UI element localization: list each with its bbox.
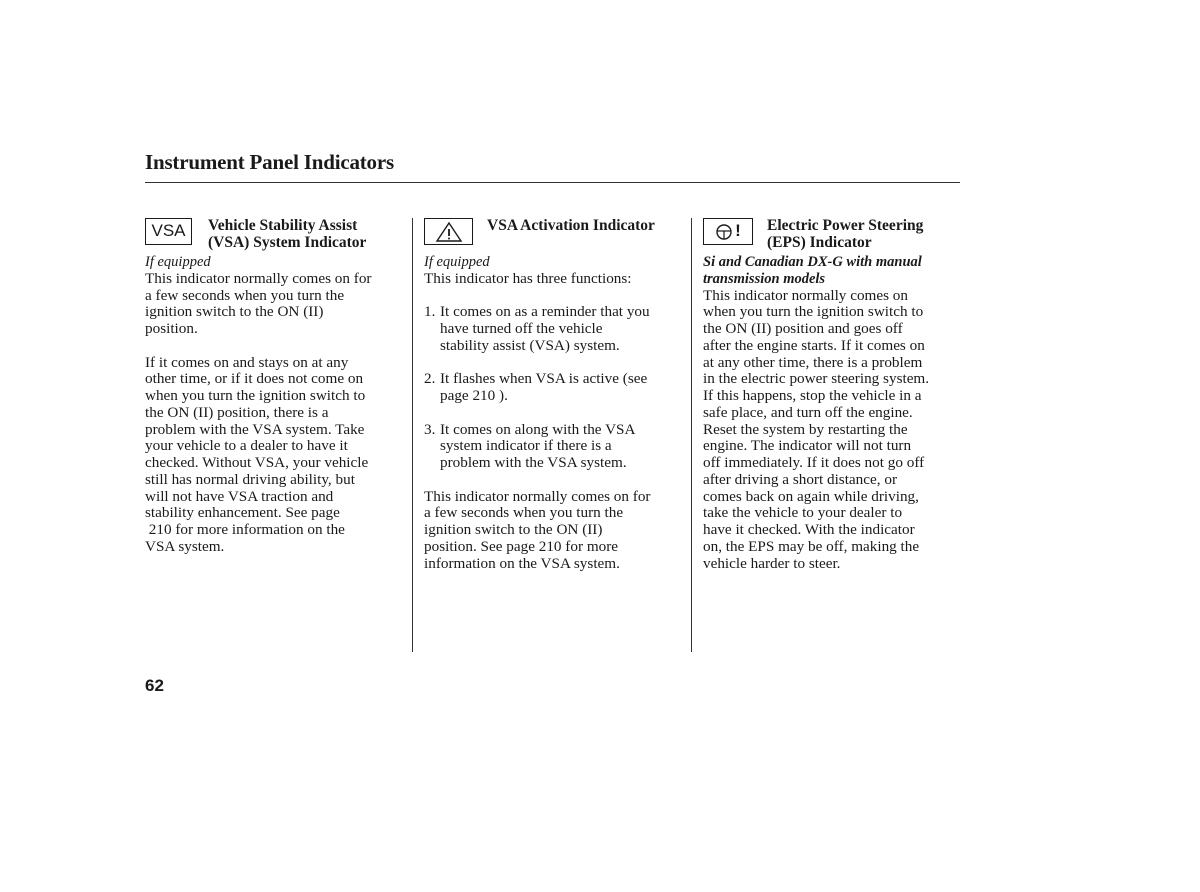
vsa-text-icon: VSA — [145, 218, 192, 245]
column-divider — [691, 218, 692, 652]
section-title-line: VSA Activation Indicator — [487, 217, 655, 234]
text-line: a few seconds when you turn the — [145, 286, 345, 304]
text-line: off immediately. If it does not go off — [703, 454, 925, 471]
list-number: 1. — [424, 303, 436, 321]
text-line: the ON (II) position, there is a — [145, 403, 329, 421]
text-line: on, the EPS may be off, making the — [703, 537, 920, 555]
section-title-line: Vehicle Stability Assist — [208, 217, 358, 234]
paragraph — [145, 355, 407, 556]
text-line: have it checked. With the indicator — [703, 521, 915, 538]
text-line: have turned off the vehicle — [440, 320, 603, 337]
section-title — [487, 217, 655, 234]
text-line: Reset the system by restarting the — [703, 420, 908, 438]
text-line: comes back on again while driving, — [703, 487, 919, 505]
vsa-system-indicator-section — [145, 214, 407, 556]
text-line: your vehicle to a dealer to have it — [145, 437, 348, 455]
section-title-line: (VSA) System Indicator — [208, 234, 367, 251]
text-line: will not have VSA traction and — [145, 487, 334, 505]
text-line: in the electric power steering system. — [703, 370, 930, 388]
text-line: ignition switch to the ON (II) — [145, 303, 324, 321]
text-line: ignition switch to the ON (II) — [424, 521, 603, 538]
paragraph — [424, 489, 686, 573]
text-line: safe place, and turn off the engine. — [703, 403, 913, 421]
list-item — [424, 304, 686, 354]
text-line: system indicator if there is a — [440, 437, 612, 455]
text-line: It flashes when VSA is active (see — [440, 370, 648, 388]
model-note — [703, 254, 965, 288]
text-line: when you turn the ignition switch to — [703, 303, 924, 321]
text-line: This indicator normally comes on — [703, 286, 908, 304]
text-line: the ON (II) position and goes off — [703, 320, 903, 337]
text-line: take the vehicle to your dealer to — [703, 504, 903, 522]
text-line: Si and Canadian DX-G with manual — [703, 254, 922, 270]
text-line: If this happens, stop the vehicle in a — [703, 387, 922, 404]
section-title-line: (EPS) Indicator — [767, 234, 872, 251]
section-heading — [703, 214, 965, 254]
steering-wheel-warning-icon — [703, 218, 753, 245]
text-line: checked. Without VSA, your vehicle — [145, 454, 369, 471]
list-item — [424, 371, 686, 405]
text-line: transmission models — [703, 270, 826, 287]
text-line: problem with the VSA system. — [440, 454, 627, 471]
eps-indicator-section — [703, 214, 965, 572]
text-line: VSA system. — [145, 537, 225, 555]
text-line: This indicator normally comes on for — [424, 487, 651, 505]
text-line: stability enhancement. See page — [145, 504, 340, 522]
section-heading — [424, 214, 686, 254]
title-divider — [145, 182, 960, 183]
equipment-note: If equipped — [145, 254, 211, 270]
section-title-line: Electric Power Steering — [767, 217, 924, 234]
text-line: position. See page 210 for more — [424, 537, 619, 555]
section-title — [208, 217, 366, 251]
text-line: 210 for more information on the — [145, 521, 345, 538]
text-line: vehicle harder to steer. — [703, 554, 841, 572]
exclamation-mark: ! — [735, 221, 741, 241]
text-line: engine. The indicator will not turn — [703, 437, 912, 455]
text-line: still has normal driving ability, but — [145, 470, 355, 488]
page-number: 62 — [145, 676, 164, 695]
equipment-note: If equipped — [424, 254, 490, 270]
text-line: after the engine starts. If it comes on — [703, 336, 925, 354]
text-line: page 210 ). — [440, 387, 508, 404]
section-title — [767, 217, 923, 251]
text-line: at any other time, there is a problem — [703, 353, 923, 371]
paragraph — [703, 288, 965, 573]
text-line: This indicator normally comes on for — [145, 269, 372, 287]
text-line: position. — [145, 320, 198, 337]
paragraph — [145, 271, 407, 338]
section-heading — [145, 214, 407, 254]
vsa-activation-indicator-section — [424, 214, 686, 572]
list-number: 2. — [424, 370, 436, 388]
text-line: If it comes on and stays on at any — [145, 353, 349, 371]
list-item — [424, 422, 686, 472]
text-line: a few seconds when you turn the — [424, 504, 624, 522]
column-divider — [412, 218, 413, 652]
text-line: stability assist (VSA) system. — [440, 336, 620, 354]
intro-text: This indicator has three functions: — [424, 269, 632, 287]
text-line: It comes on along with the VSA — [440, 420, 636, 438]
warning-triangle-icon — [424, 218, 473, 245]
text-line: problem with the VSA system. Take — [145, 420, 365, 438]
text-line: It comes on as a reminder that you — [440, 303, 650, 321]
page-title: Instrument Panel Indicators — [145, 150, 394, 174]
text-line: when you turn the ignition switch to — [145, 387, 366, 404]
text-line: after driving a short distance, or — [703, 470, 897, 488]
text-line: other time, or if it does not come on — [145, 370, 364, 388]
text-line: information on the VSA system. — [424, 554, 620, 572]
list-number: 3. — [424, 420, 436, 438]
